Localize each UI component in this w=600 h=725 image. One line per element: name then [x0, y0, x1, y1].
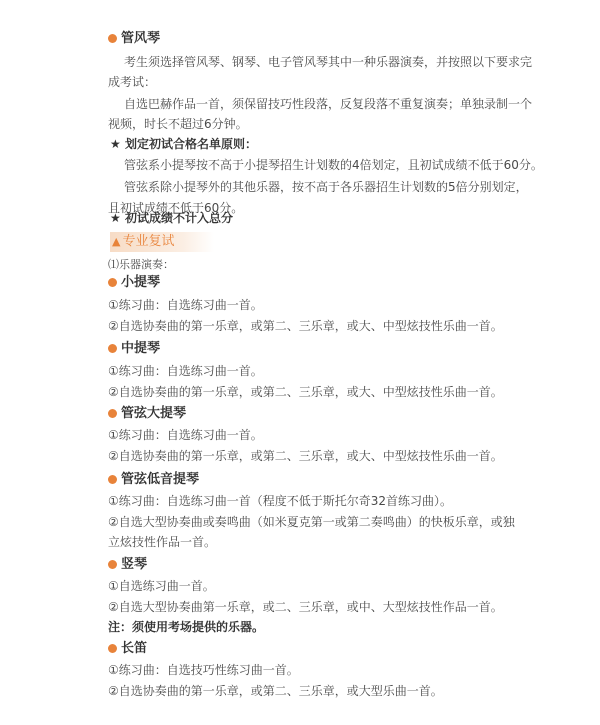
list-item: 立炫技性作品一首。 — [108, 535, 217, 549]
list-item: ①练习曲：自选练习曲一首。 — [108, 298, 263, 312]
bullet-dot-icon — [108, 409, 117, 418]
section-heading-harp: 竖琴 — [108, 557, 147, 573]
bullet-dot-icon — [108, 34, 117, 43]
paragraph-line: 自选巴赫作品一首，须保留技巧性段落，反复段落不重复演奏；单独录制一个 — [124, 97, 533, 111]
paragraph-line: 管弦系小提琴按不高于小提琴招生计划数的4倍划定，且初试成绩不低于60分。 — [124, 158, 543, 172]
paragraph-line: 视频，时长不超过6分钟。 — [108, 117, 248, 131]
list-item: ①练习曲：自选练习曲一首（程度不低于斯托尔奇32首练习曲）。 — [108, 494, 453, 508]
bullet-dot-icon — [108, 344, 117, 353]
section-heading-cello: 管弦大提琴 — [108, 406, 186, 422]
star-icon: ★ — [110, 211, 121, 225]
section-heading-violin: 小提琴 — [108, 275, 160, 291]
section-heading-double-bass: 管弦低音提琴 — [108, 472, 199, 488]
list-item: ②自选大型协奏曲或奏鸣曲（如米夏克第一或第二奏鸣曲）的快板乐章，或独 — [108, 515, 515, 529]
paragraph-line: 成考试： — [108, 75, 157, 89]
bullet-dot-icon — [108, 278, 117, 287]
list-item: ①练习曲：自选练习曲一首。 — [108, 428, 263, 442]
section-banner-title: ▲ 专业复试 — [112, 234, 175, 249]
list-item: ②自选大型协奏曲第一乐章，或二、三乐章，或中、大型炫技性作品一首。 — [108, 600, 503, 614]
intro-line: ⑴乐器演奏： — [108, 258, 174, 271]
star-icon: ★ — [110, 137, 121, 151]
list-item: ②自选协奏曲的第一乐章，或第二、三乐章，或大、中型炫技性乐曲一首。 — [108, 449, 503, 463]
triangle-icon: ▲ — [112, 235, 121, 248]
list-item: ②自选协奏曲的第一乐章，或第二、三乐章，或大型乐曲一首。 — [108, 684, 443, 698]
list-item: ①自选练习曲一首。 — [108, 579, 215, 593]
paragraph-line: 且初试成绩不低于60分。 — [108, 201, 244, 215]
list-item: ①练习曲：自选技巧性练习曲一首。 — [108, 663, 299, 677]
paragraph-line: 考生须选择管风琴、钢琴、电子管风琴其中一种乐器演奏，并按照以下要求完 — [124, 55, 533, 69]
paragraph-line: 管弦系除小提琴外的其他乐器，按不高于各乐器招生计划数的5倍分别划定， — [124, 180, 528, 194]
section-heading-viola: 中提琴 — [108, 341, 160, 357]
list-item: ①练习曲：自选练习曲一首。 — [108, 364, 263, 378]
note-line: 注：须使用考场提供的乐器。 — [108, 620, 265, 634]
bullet-dot-icon — [108, 560, 117, 569]
list-item: ②自选协奏曲的第一乐章，或第二、三乐章，或大、中型炫技性乐曲一首。 — [108, 385, 503, 399]
section-heading-flute: 长笛 — [108, 641, 147, 657]
section-heading-organ: 管风琴 — [108, 31, 160, 47]
star-item-criteria: ★ 划定初试合格名单原则： — [110, 137, 257, 151]
star-item-score: ★ 初试成绩不计入总分 — [110, 211, 233, 225]
bullet-dot-icon — [108, 644, 117, 653]
list-item: ②自选协奏曲的第一乐章，或第二、三乐章，或大、中型炫技性乐曲一首。 — [108, 319, 503, 333]
bullet-dot-icon — [108, 475, 117, 484]
